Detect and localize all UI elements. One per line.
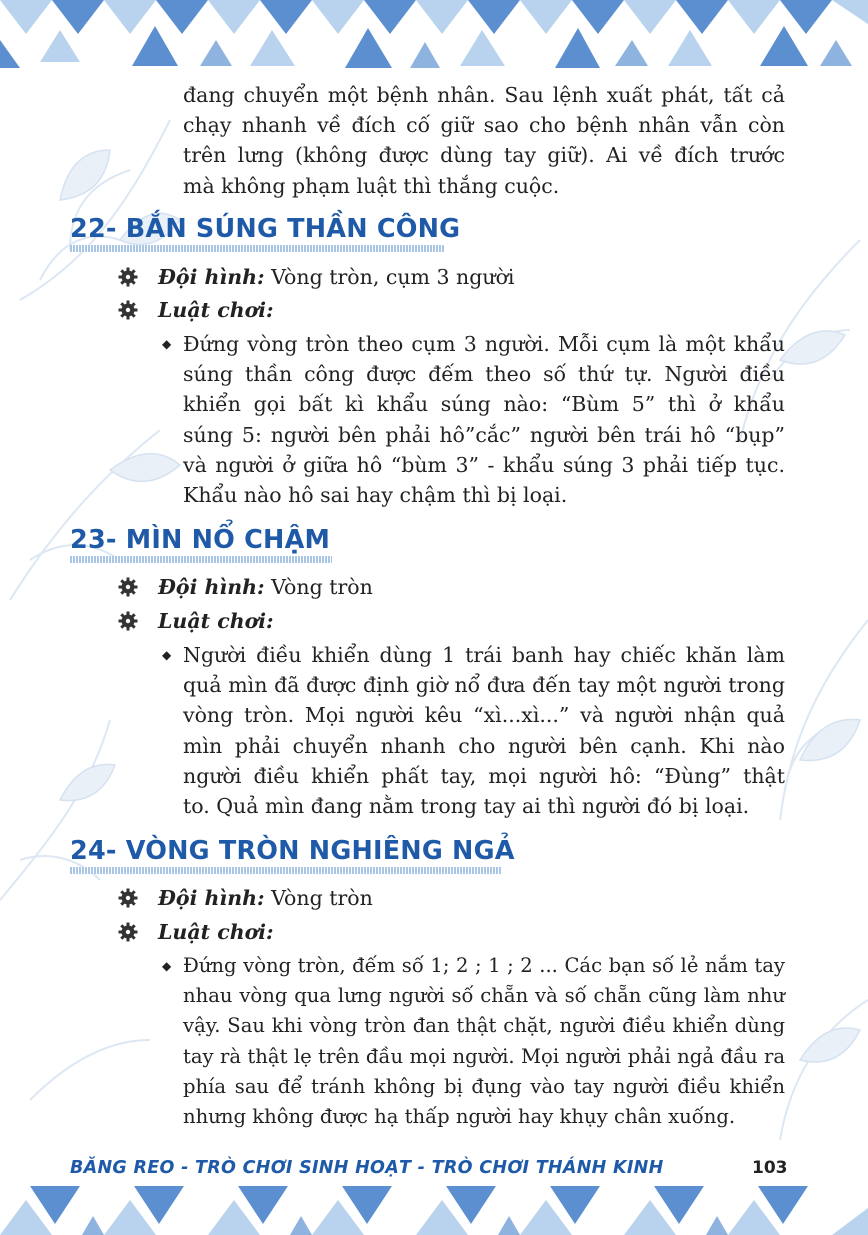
rules-paragraph — [162, 329, 785, 510]
formation-value: Vòng tròn, cụm 3 người — [271, 265, 515, 289]
formation-label: Đội hình: — [158, 886, 265, 910]
formation-item — [118, 572, 373, 602]
text-line: khiển gọi bất kì khẩu súng nào: “Bùm 5” thì ở khẩu — [183, 392, 785, 417]
title-underline — [70, 245, 444, 252]
section-title — [70, 206, 461, 252]
gear-bullet-icon — [118, 577, 138, 597]
text-line: quả mìn đã được định giờ nổ đưa đến tay một người trong — [183, 673, 785, 698]
text-line: và người ở giữa hô “bùm 3” - khẩu súng 3 phải tiếp tục. — [183, 452, 785, 477]
text-line: mìn phải chuyển nhanh cho người bên cạnh. Khi nào — [183, 733, 785, 758]
section-title-text: 24- VÒNG TRÒN NGHIÊNG NGẢ — [70, 836, 515, 866]
gear-bullet-icon — [118, 611, 138, 631]
text-line: nhưng không được hạ thấp người hay khụy chân xuống. — [183, 1105, 736, 1129]
text-line: to. Quả mìn đang nằm trong tay ai thì người đó bị loại. — [183, 794, 750, 819]
text-line: Đứng vòng tròn, đếm số 1; 2 ; 1 ; 2 ... Các bạn số lẻ nắm tay — [183, 954, 785, 977]
footer-book-title: BĂNG REO - TRÒ CHƠI SINH HOẠT - TRÒ CHƠI THÁNH KINH — [70, 1158, 664, 1178]
text-line: đang chuyển một bệnh nhân. Sau lệnh xuất phát, tất cả — [183, 83, 785, 107]
formation-item — [118, 262, 514, 292]
text-line: người điều khiển phất tay, mọi người hô: “Đùng” thật — [183, 763, 785, 788]
rules-paragraph — [162, 640, 785, 821]
text-line: Khẩu nào hô sai hay chậm thì bị loại. — [183, 483, 568, 508]
formation-value: Vòng tròn — [271, 575, 373, 599]
section-title-text: 22- BẮN SÚNG THẦN CÔNG — [70, 214, 461, 244]
section-title — [70, 517, 332, 563]
text-line: súng 5: người bên phải hô”cắc” người bên trái hô “bụp” — [183, 422, 785, 447]
rules-label: Luật chơi: — [158, 298, 274, 322]
gear-bullet-icon — [118, 888, 138, 908]
text-line: phía sau để tránh không bị đụng vào tay người điều khiển — [183, 1074, 785, 1098]
rules-item — [118, 917, 274, 947]
formation-label: Đội hình: — [158, 265, 265, 289]
text-line: vòng tròn. Mọi người kêu “xì...xì...” và người nhận quả — [183, 703, 785, 728]
text-line: chạy nhanh về đích cố giữ sao cho bệnh nhân vẫn còn — [183, 113, 785, 138]
text-line: súng thần công được đếm theo số thứ tự. Người điều — [183, 362, 785, 387]
rules-item — [118, 295, 274, 325]
formation-label: Đội hình: — [158, 575, 265, 599]
formation-value: Vòng tròn — [271, 886, 373, 910]
gear-bullet-icon — [118, 300, 138, 320]
text-line: tay rà thật lẹ trên đầu mọi người. Mọi người phải ngả đầu ra — [183, 1044, 785, 1068]
gear-bullet-icon — [118, 267, 138, 287]
text-line: Người điều khiển dùng 1 trái banh hay chiếc khăn làm — [183, 643, 785, 667]
rules-label: Luật chơi: — [158, 609, 274, 633]
intro-paragraph — [183, 80, 785, 201]
rules-item — [118, 606, 274, 636]
title-underline — [70, 867, 502, 874]
section-title — [70, 828, 515, 874]
diamond-bullet-icon: ◆ — [162, 648, 172, 662]
rules-paragraph — [162, 951, 785, 1132]
text-line: mà không phạm luật thì thắng cuộc. — [183, 173, 560, 198]
diamond-bullet-icon: ◆ — [162, 959, 172, 973]
formation-item — [118, 883, 373, 913]
text-line: Đứng vòng tròn theo cụm 3 người. Mỗi cụm là một khẩu — [183, 332, 785, 356]
page-number: 103 — [752, 1158, 788, 1178]
rules-label: Luật chơi: — [158, 920, 274, 944]
text-line: vậy. Sau khi vòng tròn đan thật chặt, người điều khiển dùng — [183, 1014, 785, 1038]
text-line: nhau vòng qua lưng người số chẵn và số chẵn cũng làm như — [183, 984, 785, 1008]
gear-bullet-icon — [118, 922, 138, 942]
title-underline — [70, 556, 332, 563]
diamond-bullet-icon: ◆ — [162, 337, 172, 351]
section-title-text: 23- MÌN NỔ CHẬM — [70, 525, 331, 555]
text-line: trên lưng (không được dùng tay giữ). Ai về đích trước — [183, 143, 785, 168]
